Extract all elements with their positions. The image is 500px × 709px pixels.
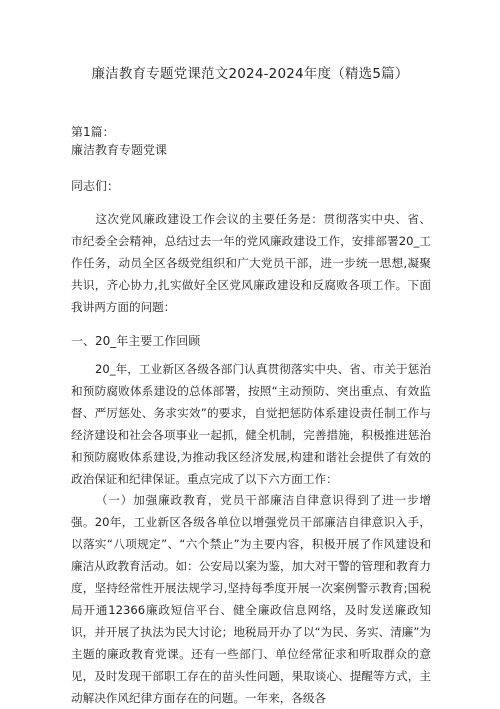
- paragraph-2-text: 20_年，工业新区各级各部门认真贯彻落实中央、省、市关于惩治和预防腐败体系建设的总体部署，按照“主动预防、突出重点、有效监督、严厉惩处、务求实效”的要求，自觉把惩防体系建设责任制工作与经济建设和社会各项事业一起抓，健全机制，完善措施，积极推进惩治和预防腐败体系建设,为推动我区经济发展,构建和谐社会提供了有效的政治保证和纪律保证。重点完成了以下六方面工作：: [71, 362, 431, 486]
- section-label: 第1篇：: [71, 125, 115, 139]
- section-title: 廉洁教育专题党课: [71, 143, 168, 157]
- paragraph-3-text: （一）加强廉政教育，党员干部廉洁自律意识得到了进一步增强。20年，工业新区各级各单位以增强党员干部廉洁自律意识入手，以落实“八项规定”、“六个禁止”为主要内容，积极开展了作风建设和廉洁从政教育活动。如：公安局以案为鉴，加大对干警的管理和教育力度，坚持经常性开展法规学习,坚持每季度开展一次案例警示教育;国税局开通12366廉政短信平台、健全廉政信息网络，及时发送廉政知识，并开展了执法为民大讨论；地税局开办了以“为民、务实、清廉”为主题的廉政教育党课。还有一些部门、单位经常征求和听取群众的意见，及时发现干部职工存在的苗头性问题，果取谈心、提醒等方式，主动解决作风纪律方面存在的问题。一年来，各级各: [71, 493, 431, 705]
- paragraph-1: [71, 208, 431, 318]
- paragraph-1-text: 这次党风廉政建设工作会议的主要任务是：贯彻落实中央、省、市纪委全会精神，总结过去一年的党风廉政建设工作，安排部署20_工作任务，动员全区各级党组织和广大党员干部，进一步统一思想,凝聚共识，齐心协力,扎实做好全区党风廉政建设和反腐败各项工作。下面我讲两方面的问题：: [71, 212, 431, 314]
- greeting: 同志们：: [71, 179, 120, 193]
- paragraph-3: [71, 489, 431, 709]
- heading-1: 一、20_年主要工作回顾: [71, 334, 201, 348]
- paragraph-2: [71, 358, 431, 490]
- document-title: 廉洁教育专题党课范文2024-2024年度（精选5篇）: [91, 66, 409, 82]
